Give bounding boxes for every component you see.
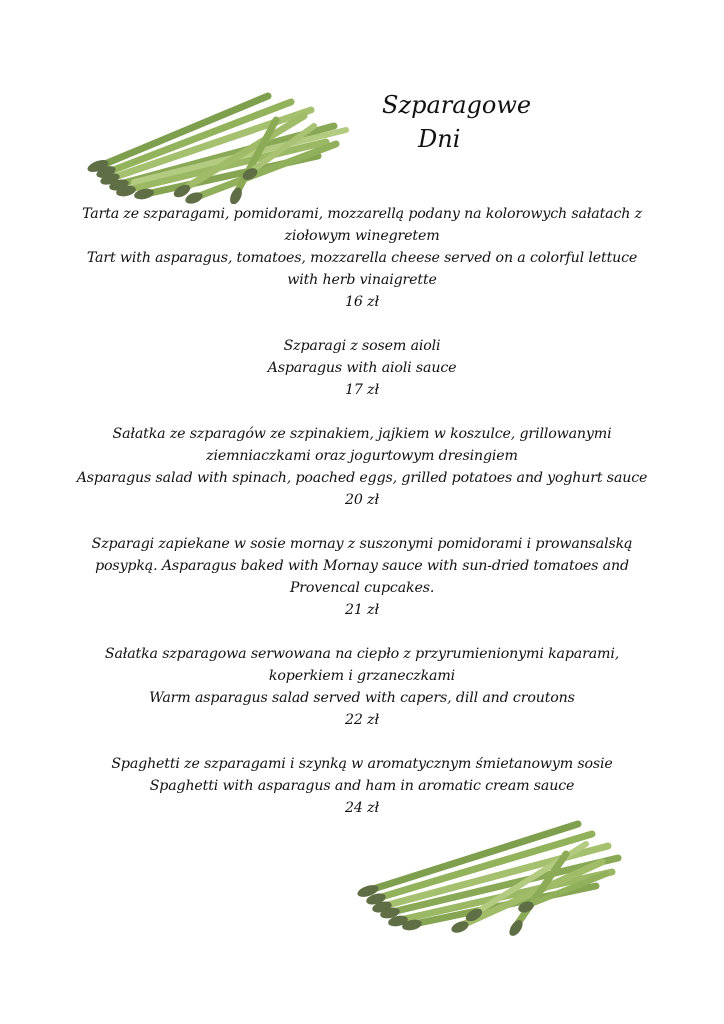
menu-item-text: Asparagus with aioli sauce <box>267 360 457 376</box>
menu-item-text: Provencal cupcakes. <box>289 580 435 596</box>
menu-item-text: Szparagi zapiekane w sosie mornay z suszonymi pomidorami i prowansalską <box>91 536 633 552</box>
menu-item-price: 16 zł <box>345 294 379 310</box>
menu-item <box>72 753 652 819</box>
menu-item-text: posypką. Asparagus baked with Mornay sauce with sun-dried tomatoes and <box>95 558 629 574</box>
menu-item-price: 20 zł <box>345 492 379 508</box>
menu-item-text: Warm asparagus salad served with capers, dill and croutons <box>149 690 575 706</box>
menu-item <box>72 533 652 621</box>
menu-item-text: ziołowym winegretem <box>284 228 440 244</box>
menu-title <box>382 88 562 156</box>
menu-item-text: ziemniaczkami oraz jogurtowym dresingiem <box>206 448 518 464</box>
menu-item-text: koperkiem i grzaneczkami <box>268 668 456 684</box>
menu-item <box>72 335 652 401</box>
title-line-2: Dni <box>418 125 461 153</box>
asparagus-stalks <box>100 96 346 198</box>
menu-item-text: Sałatka ze szparagów ze szpinakiem, jajkiem w koszulce, grillowanymi <box>112 426 612 442</box>
menu-item <box>72 643 652 731</box>
menu-item-text: Sałatka szparagowa serwowana na ciepło z przyrumienionymi kaparami, <box>104 646 620 662</box>
menu-item-text: Spaghetti ze szparagami i szynką w aromatycznym śmietanowym sosie <box>111 756 613 772</box>
asparagus-stalks <box>370 824 618 926</box>
menu-item-text: Tarta ze szparagami, pomidorami, mozzarellą podany na kolorowych sałatach z <box>82 206 642 222</box>
menu-item-price: 24 zł <box>345 800 379 816</box>
title-line-1: Szparagowe <box>382 91 532 119</box>
menu-item-text: Szparagi z sosem aioli <box>283 338 441 354</box>
menu-item <box>72 423 652 511</box>
menu-item-price: 21 zł <box>345 602 379 618</box>
menu-item-price: 22 zł <box>345 712 379 728</box>
asparagus-bundle-icon <box>356 814 626 938</box>
menu-list <box>72 203 652 841</box>
menu-item-price: 17 zł <box>345 382 379 398</box>
menu-item <box>72 203 652 313</box>
menu-item-text: with herb vinaigrette <box>287 272 437 288</box>
menu-item-text: Tart with asparagus, tomatoes, mozzarella cheese served on a colorful lettuce <box>86 250 638 266</box>
asparagus-bundle-icon <box>86 86 352 204</box>
menu-item-text: Spaghetti with asparagus and ham in aromatic cream sauce <box>149 778 575 794</box>
menu-item-text: Asparagus salad with spinach, poached eggs, grilled potatoes and yoghurt sauce <box>76 470 648 486</box>
